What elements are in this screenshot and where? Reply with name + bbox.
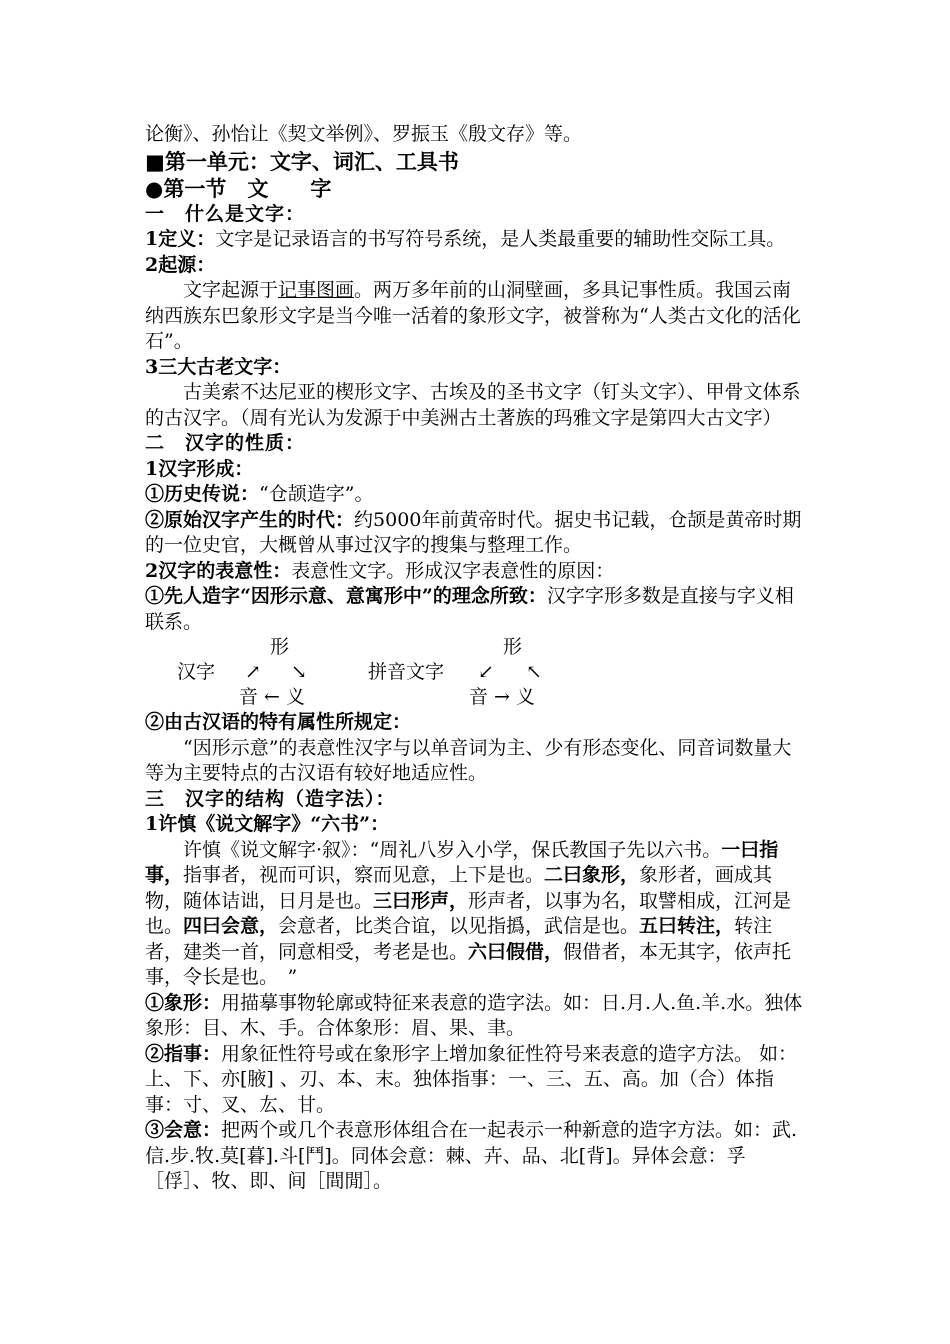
label: ②原始汉字产生的时代：: [145, 508, 355, 531]
text: 文字是记录语言的书写符号系统，是人类最重要的辅助性交际工具。: [215, 228, 786, 250]
text: 指事者，视而可识，察而见意，上下是也。: [183, 864, 545, 886]
text: 用象征性符号或在象形字上增加象征性符号来表意的造字方法。 如：上、下、亦[腋] 、刃、本、末。独体指事：一、三、五、高。加（合）体指事：寸、叉、厷、甘。: [145, 1042, 798, 1116]
label: 2汉字的表意性：: [145, 559, 292, 582]
bold-term: 五曰转注，: [639, 915, 735, 937]
paragraph-ideographic: [145, 559, 810, 585]
text-line: 论衡》、孙怡让《契文举例》、罗振玉《殷文存》等。: [145, 123, 583, 145]
bold-term: 二曰象形，: [544, 864, 640, 886]
diagram-label-pinyin: 拼音文字: [368, 661, 445, 683]
document-page: [145, 122, 810, 1195]
paragraph-definition: [145, 227, 810, 253]
label: ①历史传说：: [145, 483, 260, 505]
label-origin: 2起源：: [145, 253, 216, 276]
label: ①先人造字“因形示意、意寓形中”的理念所致：: [145, 585, 547, 607]
label: 1定义：: [145, 228, 216, 250]
arrow-up-right-icon: ↗: [245, 661, 261, 683]
diagram-label-hanzi: 汉字: [177, 661, 216, 683]
text: 约5000年前黄帝时代。据史书记载，仓颉是黄帝时期的一位史官，大概曾从事过汉字的搜集与整理工作。: [145, 508, 802, 556]
heading-nature: 二 汉字的性质：: [145, 432, 306, 454]
bold-term: 一曰指事，: [145, 838, 779, 886]
arrow-up-left-icon: ↖: [526, 661, 542, 683]
paragraph-reason2: “因形示意”的表意性汉字与以单音词为主、少有形态变化、同音词数量大等为主要特点的古汉语有较好地适应性。: [145, 736, 792, 784]
bold-term: 三曰形声，: [373, 889, 469, 912]
section-heading: ●第一节 文 字: [145, 175, 332, 201]
text: 会意者，比类合谊，以见指撝，武信是也。: [278, 915, 640, 937]
diagram-label-yin-yi-right: 音 → 义: [469, 686, 535, 708]
paragraph-origin: [145, 278, 810, 355]
text: 表意性文字。形成汉字表意性的原因：: [291, 559, 615, 582]
text: 转注者，建类一首，同意相受，考老是也。: [145, 915, 773, 963]
diagram-label-xing-right: 形: [503, 636, 523, 658]
unit-heading: ■第一单元：文字、词汇、工具书: [145, 148, 459, 174]
label-liushu: 1许慎《说文解字》“六书”：: [145, 813, 390, 835]
paragraph-huiyi: [145, 1118, 810, 1195]
arrow-down-right-icon: ↘: [291, 661, 307, 683]
label: ①象形：: [145, 991, 222, 1014]
paragraph-liushu: [145, 838, 810, 991]
label: ③会意：: [145, 1119, 222, 1141]
text: “仓颉造字”。: [259, 483, 374, 505]
text: 文字起源于: [183, 279, 279, 301]
text: 把两个或几个表意形体组合在一起表示一种新意的造字方法。如：武.信.步.牧.莫[暮].斗[鬥]。同体会意：棘、卉、品、北[背]。异体会意：孚［俘］、牧、即、间［間閒］。: [145, 1119, 798, 1192]
diagram-label-xing-left: 形: [270, 636, 290, 658]
paragraph-three-scripts: 古美索不达尼亚的楔形文字、古埃及的圣书文字（钉头文字）、甲骨文体系的古汉字。（周有光认为发源于中美洲古土著族的玛雅文字是第四大古文字）: [145, 381, 801, 429]
label-three-scripts: 3三大古老文字：: [145, 355, 292, 378]
label-reason2: ②由古汉语的特有属性所规定：: [145, 711, 412, 733]
label-formation: 1汉字形成：: [145, 457, 254, 480]
heading-structure: 三 汉字的结构（造字法）：: [145, 787, 396, 810]
text: 许慎《说文解字·叙》：“周礼八岁入小学，保氏教国子先以六书。: [183, 838, 722, 861]
text: 假借者，本无其字，依声托事，令长是也。 ”: [145, 940, 792, 988]
arrow-down-left-icon: ↙: [478, 661, 494, 683]
text: 。两万多年前的山洞壁画，多具记事性质。我国云南纳西族东巴象形文字是当今唯一活着的象形文字，被誉称为“人类古文化的活化石”。: [145, 279, 801, 352]
bold-term: 六曰假借，: [468, 940, 564, 963]
paragraph-legend: [145, 482, 810, 508]
paragraph-xiangxing: [145, 991, 810, 1042]
diagram-label-yin-yi-left: 音 ← 义: [239, 686, 305, 708]
paragraph-reason1: [145, 584, 810, 635]
bold-term: 四曰会意，: [183, 915, 279, 937]
heading-what-is-writing: 一 什么是文字：: [145, 202, 306, 225]
text: 汉字字形多数是直接与字义相联系。: [145, 585, 794, 633]
text: 形声者，以事为名，取譬相成，江河是也。: [145, 889, 792, 937]
paragraph-era: [145, 508, 810, 559]
text: 象形者，画成其物，随体诘诎，日月是也。: [145, 864, 773, 912]
text: 用描摹事物轮廓或特征来表意的造字法。如：日.月.人.鱼.羊.水。独体象形：目、木、手。合体象形：眉、果、聿。: [145, 991, 803, 1039]
underlined-text: 记事图画: [278, 279, 355, 301]
script-comparison-diagram: [145, 635, 810, 710]
paragraph-zhishi: [145, 1042, 810, 1119]
label: ②指事：: [145, 1042, 222, 1065]
